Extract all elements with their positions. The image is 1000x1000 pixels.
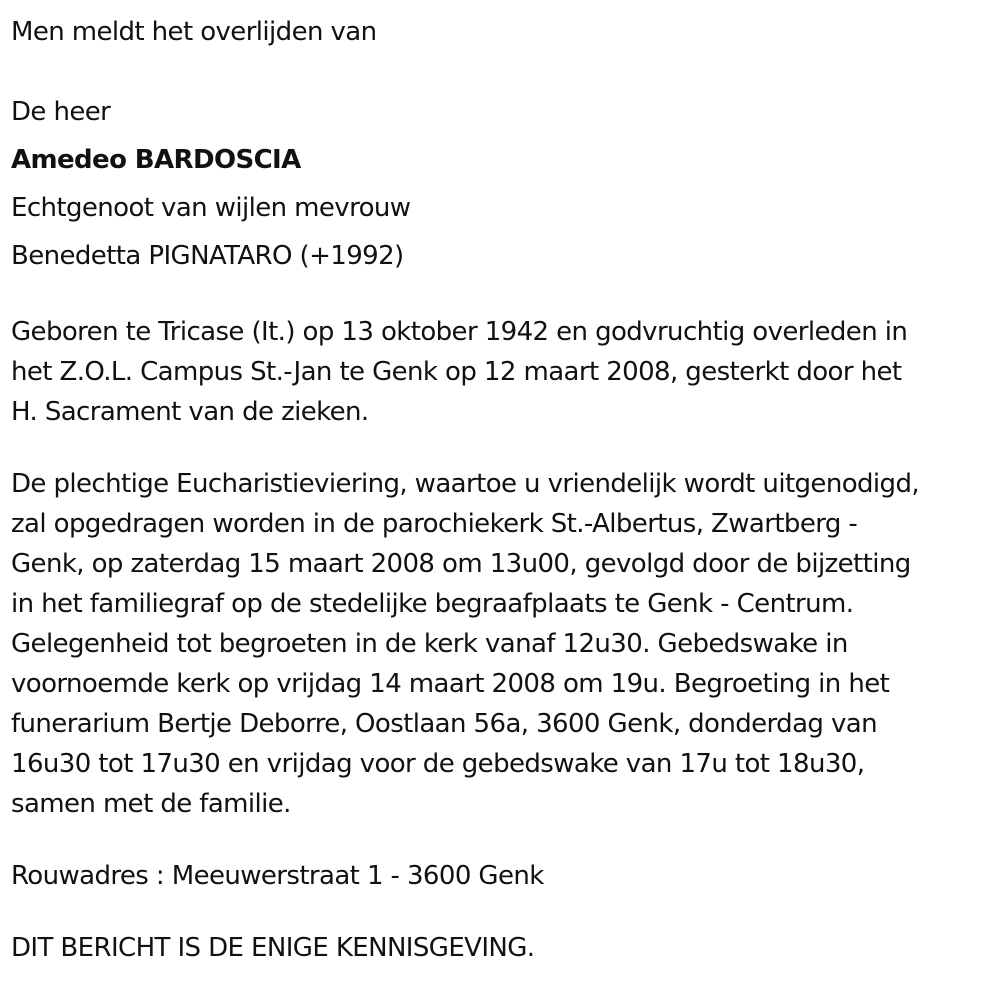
spouse-relation: Echtgenoot van wijlen mevrouw — [11, 193, 411, 223]
mourning-address: Rouwadres : Meeuwerstraat 1 - 3600 Genk — [11, 861, 544, 891]
spouse-name: Benedetta PIGNATARO (+1992) — [11, 241, 404, 271]
spacer — [11, 56, 991, 88]
final-statement: DIT BERICHT IS DE ENIGE KENNISGEVING. — [11, 933, 535, 963]
spacer — [11, 824, 991, 856]
spacer — [11, 896, 991, 928]
deceased-name: Amedeo BARDOSCIA — [11, 145, 301, 175]
birth-death-paragraph: Geboren te Tricase (It.) op 13 oktober 1942 en godvruchtig overleden in het Z.O.L. Campus St.-Jan te Genk op 12 maart 2008, gesterkt door het H. Sacrament van de zieken. — [11, 317, 908, 427]
spacer — [11, 280, 991, 312]
ceremony-paragraph: De plechtige Eucharistieviering, waartoe u vriendelijk wordt uitgenodigd, zal opgedragen worden in de parochiekerk St.-Albertus, Zwartberg - Genk, op zaterdag 15 maart 2008 om 13u00, gevolgd door de bijzetting in het familiegraf op de stedelijke begraafplaats te Genk - Centrum. Gelegenheid tot begroeten in de kerk vanaf 12u30. Gebedswake in voornoemde kerk op vrijdag 14 maart 2008 om 19u. Begroeting in het funerarium Bertje Deborre, Oostlaan 56a, 3600 Genk, donderdag van 16u30 tot 17u30 en vrijdag voor de gebedswake van 17u tot 18u30, samen met de familie. — [11, 469, 920, 819]
salutation: De heer — [11, 97, 111, 127]
intro-text: Men meldt het overlijden van — [11, 17, 377, 47]
spacer — [11, 432, 991, 464]
death-notice — [11, 8, 991, 968]
